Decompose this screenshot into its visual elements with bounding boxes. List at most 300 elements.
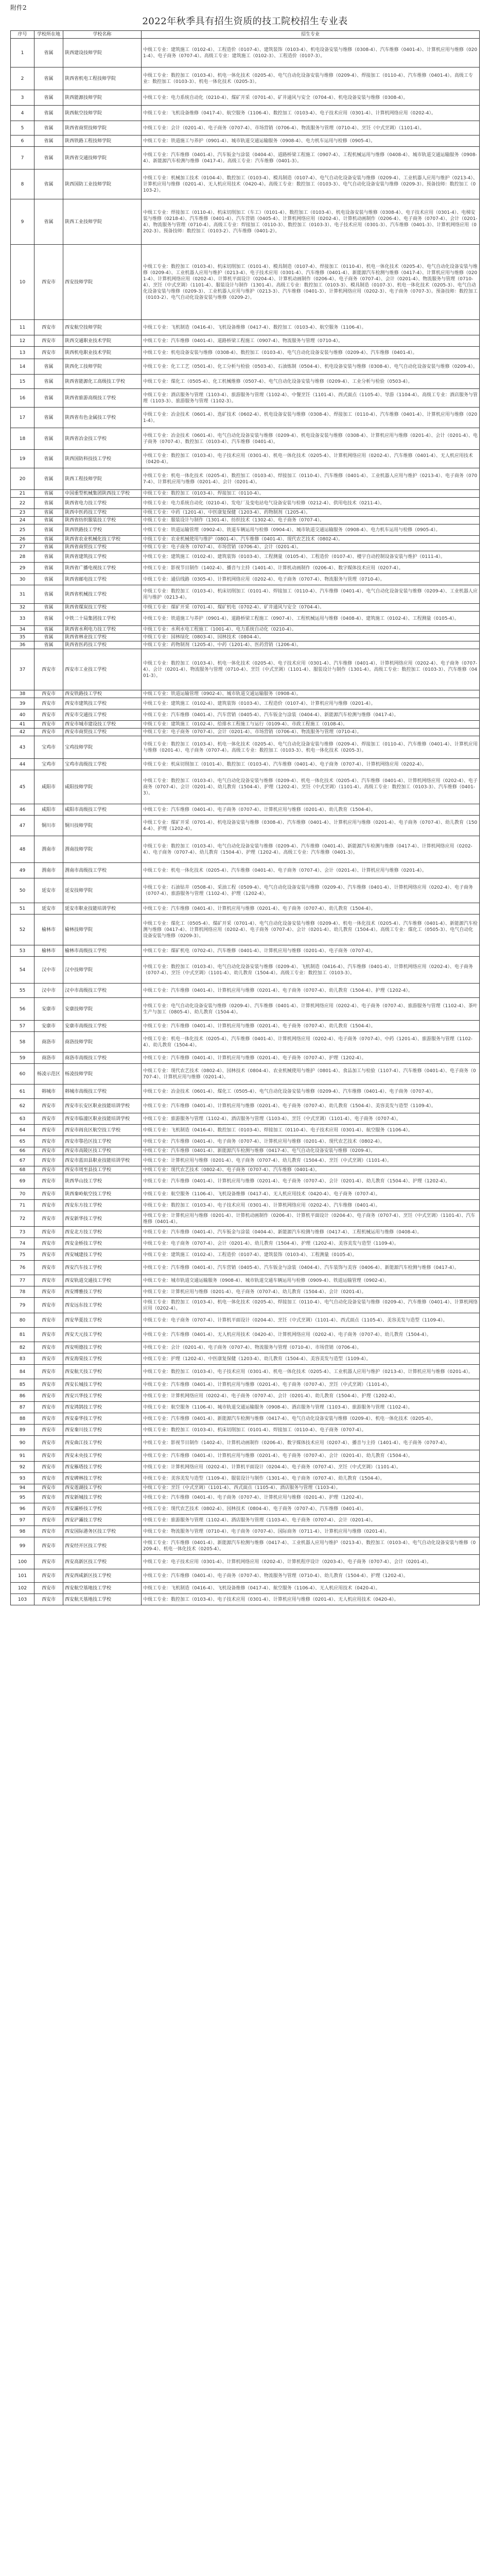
row-school-name: 中铁二十局集团技工学校 (63, 612, 142, 626)
row-location: 省属 (34, 468, 63, 490)
table-row (11, 1227, 480, 1238)
row-school-name: 陕西机电职业技术学院 (63, 347, 142, 359)
row-school-name: 西安市高陵区技工学校 (63, 1147, 142, 1155)
row-school-name: 西安金桥技工学校 (63, 1238, 142, 1249)
table-row (11, 1298, 480, 1313)
row-majors: 中级工专业：汽车维修（0401-4）、汽车钣金与涂装（0404-4）、道路桥梁工程施工（0907-4）、工程机械运用与维修（0408-4）、城市轨道交通运输服务（0908-4）、新能源汽车检测与维修（0417-4）。高级工专业：汽车维修（0401-3）。 (142, 147, 480, 170)
row-school-name: 陕西省林业技工学校 (63, 634, 142, 641)
table-row (11, 709, 480, 721)
row-number: 32 (11, 604, 34, 612)
row-number: 30 (11, 574, 34, 585)
row-majors: 中级工专业：现代农艺技术（0802-4）、电子商务（0707-4）、汽车维修（0401-4）。 (142, 1166, 480, 1174)
row-majors: 中级工专业：会计（0201-4）、电子商务（0707-4）、物流服务与管理（0710-4）、市场营销（0706-4）。 (142, 1342, 480, 1353)
row-school-name: 西安城建技工学校 (63, 1249, 142, 1261)
row-majors: 中级工专业：铁道施工与养护（0901-4）、道路桥梁工程施工（0907-4）、工程机械运用与维修（0408-4）、建筑施工（0102-4）、工程测量（0105-4）。 (142, 612, 480, 626)
row-number: 89 (11, 1425, 34, 1436)
row-number: 23 (11, 509, 34, 517)
row-majors: 中级工专业：护理（1202-4）、中医康复保健（1203-4）、幼儿教育（1504-4）、美容美发与造型（1109-4）。 (142, 1353, 480, 1365)
row-majors: 中级工专业：煤化工（0505-4）、化工机械维修（0507-4）、电气自动化设备安装与维修（0209-4）、工业分析与检验（0503-4）。 (142, 375, 480, 389)
row-location: 省属 (34, 517, 63, 524)
row-majors: 中级工专业：汽车维修（0401-4）、新能源汽车检测与维修（0417-4）、工业机器人应用与维护（0213-4）、数控加工（0103-4）、电气自动化设备安装与维修（0209-4）、机电一体化技术（0205-4）。 (142, 1537, 480, 1555)
row-location: 省属 (34, 199, 63, 245)
row-location: 西安市 (34, 1227, 63, 1238)
table-row (11, 106, 480, 121)
row-number: 97 (11, 1515, 34, 1526)
table-row (11, 347, 480, 359)
table-row (11, 1342, 480, 1353)
row-location: 延安市 (34, 878, 63, 903)
row-location: 省属 (34, 551, 63, 563)
row-number: 83 (11, 1353, 34, 1365)
row-majors: 中级工专业：汽车维修（0401-4）、新能源汽车检测与维修（0417-4）、电气自动化设备安装与维修（0209-4）。 (142, 1147, 480, 1155)
row-school-name: 西安明德技工学校 (63, 1342, 142, 1353)
table-row (11, 1084, 480, 1099)
row-majors: 中级工专业：会计（0201-4）、电子商务（0707-4）、市场营销（0706-4）、物流服务与管理（0710-4）、烹饪（中式烹调）（1101-4）。 (142, 121, 480, 135)
row-number: 28 (11, 551, 34, 563)
row-majors: 中级工专业：数控加工（0103-4）、机电一体化技术（0205-4）、电气自动化设备安装与维修（0209-4）、焊接加工（0110-4）、汽车维修（0401-4）。高级工专业：数控加工（0103-3）、机电一体化技术（0205-3）。 (142, 67, 480, 90)
row-number: 66 (11, 1147, 34, 1155)
row-school-name: 西安市交通技工学校 (63, 709, 142, 721)
row-school-name: 延安市职业技能培训学校 (63, 903, 142, 914)
row-majors: 中级工专业：汽车维修（0401-4）、道路桥梁工程施工（0907-4）、物流服务与管理（0710-4）。 (142, 335, 480, 347)
row-number: 55 (11, 984, 34, 998)
row-location: 咸阳市 (34, 770, 63, 804)
row-majors: 中级工专业：电子商务（0707-4）、市场营销（0706-4）、会计（0201-4）。 (142, 544, 480, 551)
row-school-name: 西安轨道交通技工学校 (63, 1275, 142, 1286)
row-number: 44 (11, 759, 34, 770)
row-school-name: 西安汽车技工学校 (63, 1261, 142, 1275)
row-location: 西安市 (34, 1526, 63, 1537)
row-majors: 中级工专业：飞机制造（0416-4）、数控加工（0103-4）、焊接加工（0110-4）、电子技术应用（0301-4）、航空服务（1106-4）。 (142, 1125, 480, 1136)
row-number: 64 (11, 1125, 34, 1136)
row-majors: 中级工专业：计算机网络应用（0202-4）、电子商务（0707-4）、会计（0201-4）、幼儿教育（1504-4）、护理（1202-4）。 (142, 1391, 480, 1402)
row-school-name: 陕西华山技工学校 (63, 1174, 142, 1189)
row-number: 80 (11, 1313, 34, 1328)
row-school-name: 西安市蓝田县职业技能培训学校 (63, 1155, 142, 1166)
row-location: 西安市 (34, 245, 63, 320)
table-row (11, 524, 480, 536)
row-number: 46 (11, 804, 34, 816)
table-row (11, 1462, 480, 1473)
row-location: 西安市 (34, 1436, 63, 1450)
row-number: 50 (11, 878, 34, 903)
row-majors: 中级工专业：煤化工（0505-4）、煤矿开采（0701-4）、电气自动化设备安装与维修（0209-4）、机电一体化技术（0205-4）、汽车维修（0401-4）、新能源汽车检测与维修（0417-4）、计算机网络应用（0202-4）、电子商务（0707-4）、会计（0201-4）、幼儿教育（1504-4）。高级工专业：煤化工（0505-3）、电气自动化设备安装与维修（0209-3）。 (142, 914, 480, 945)
row-location: 西安市 (34, 649, 63, 690)
row-school-name: 西安莲湖技工学校 (63, 1484, 142, 1492)
row-number: 54 (11, 957, 34, 984)
table-row (11, 1436, 480, 1450)
row-school-name: 西安航空基地技工学校 (63, 1583, 142, 1594)
row-number: 1 (11, 39, 34, 67)
table-row (11, 389, 480, 408)
row-location: 西安市 (34, 1391, 63, 1402)
row-school-name: 西安东方技工学校 (63, 1200, 142, 1211)
table-row (11, 604, 480, 612)
row-number: 65 (11, 1136, 34, 1147)
row-number: 51 (11, 903, 34, 914)
row-location: 延安市 (34, 903, 63, 914)
row-location: 渭南市 (34, 863, 63, 878)
table-row (11, 121, 480, 135)
row-school-name: 安康技师学院 (63, 998, 142, 1021)
row-location: 西安市 (34, 690, 63, 698)
row-location: 西安市 (34, 1136, 63, 1147)
row-number: 56 (11, 998, 34, 1021)
row-majors: 中级工专业：烹饪（中式烹调）（1101-4）、西式面点（1105-4）、酒店服务与管理（1103-4）。 (142, 1484, 480, 1492)
row-school-name: 西安技师学院 (63, 245, 142, 320)
row-location: 省属 (34, 359, 63, 375)
row-majors: 中级工专业：机电一体化技术（0205-4）、汽车维修（0401-4）、电子商务（0707-4）、会计（0201-4）、计算机应用与维修（0201-4）。 (142, 863, 480, 878)
table-row (11, 468, 480, 490)
row-number: 19 (11, 450, 34, 468)
row-location: 西安市 (34, 1099, 63, 1113)
table-row (11, 1555, 480, 1569)
row-number: 38 (11, 690, 34, 698)
row-number: 87 (11, 1402, 34, 1413)
row-school-name: 咸阳市高级技工学校 (63, 804, 142, 816)
row-majors: 中级工专业：机电一体化技术（0205-4）、汽车维修（0401-4）、计算机网络应用（0202-4）、电子商务（0707-4）、中药（1201-4）、旅游服务与管理（1102-4）、幼儿教育（1504-4）。 (142, 1032, 480, 1053)
row-number: 15 (11, 375, 34, 389)
row-school-name: 陕西建设技师学院 (63, 39, 142, 67)
row-location: 省属 (34, 450, 63, 468)
row-school-name: 商洛市高级技工学校 (63, 1053, 142, 1064)
table-row (11, 1021, 480, 1032)
row-number: 2 (11, 67, 34, 90)
row-school-name: 西安海棠技工学校 (63, 1353, 142, 1365)
row-location: 省属 (34, 121, 63, 135)
row-majors: 中级工专业：电子商务（0707-4）、计算机平面设计（0204-4）、烹饪（中式烹调）（1101-4）、西式面点（1105-4）、美容美发与造型（1109-4）。 (142, 1313, 480, 1328)
row-location: 省属 (34, 563, 63, 574)
table-row (11, 544, 480, 551)
row-majors: 中级工专业：石油钻井（0508-4）、采油工程（0509-4）、电气自动化设备安装与维修（0209-4）、汽车维修（0401-4）、计算机网络应用（0202-4）、电子商务（0707-4）、旅游服务与管理（1102-4）、护理（1202-4）。 (142, 878, 480, 903)
row-location: 西安市 (34, 1298, 63, 1313)
row-majors: 中级工专业：建筑施工（0102-4）、建筑装饰（0103-4）、工程测量（0105-4）、工程造价（0107-4）、楼宇自动控制设备安装与维护（0111-4）。 (142, 551, 480, 563)
row-school-name: 西安市临潼区职业技能培训学校 (63, 1113, 142, 1125)
row-majors: 中级工专业：化工工艺（0501-4）、化工分析与检验（0503-4）、石油炼制（0504-4）、机电设备安装与维修（0308-4）、电气自动化设备安装与维修（0209-4）。 (142, 359, 480, 375)
row-number: 68 (11, 1166, 34, 1174)
row-location: 咸阳市 (34, 804, 63, 816)
row-majors: 中级工专业：汽车维修（0401-4）、新能源汽车检测与维修（0417-4）、电气自动化设备安装与维修（0209-4）、机电一体化技术（0205-4）。 (142, 1413, 480, 1425)
row-number: 29 (11, 563, 34, 574)
row-majors: 中级工专业：水利水电工程施工（1001-4）、电力系统自动化（0210-4）。 (142, 626, 480, 634)
row-number: 34 (11, 626, 34, 634)
row-school-name: 陕西交通职业技术学院 (63, 335, 142, 347)
row-location: 杨凌示范区 (34, 1064, 63, 1084)
row-number: 101 (11, 1569, 34, 1583)
row-location: 省属 (34, 524, 63, 536)
row-majors: 中级工专业：汽车维修（0401-4）、计算机应用与维修（0201-4）、电子商务（0707-4）、会计（0201-4）、幼儿教育（1504-4）。 (142, 1450, 480, 1462)
row-location: 西安市 (34, 1402, 63, 1413)
row-school-name: 韩城市高级技工学校 (63, 1084, 142, 1099)
table-row (11, 1155, 480, 1166)
table-row (11, 836, 480, 863)
row-location: 西安市 (34, 721, 63, 728)
row-school-name: 西安雁塔技工学校 (63, 1462, 142, 1473)
row-school-name: 西安航天基地技工学校 (63, 1594, 142, 1605)
row-majors: 中级工专业：通信线路（0305-4）、计算机网络应用（0202-4）、电子商务（0707-4）、物流服务与管理（0710-4）。 (142, 574, 480, 585)
row-school-name: 汉中市高级技工学校 (63, 984, 142, 998)
row-majors: 中级工专业：数控加工（0103-4）、机电一体化技术（0205-4）、焊接加工（0110-4）、电气自动化设备安装与维修（0209-4）、汽车维修（0401-4）、计算机网络应用（0202-4）。 (142, 1298, 480, 1313)
row-location: 西安市 (34, 1462, 63, 1473)
row-location: 西安市 (34, 1166, 63, 1174)
row-number: 22 (11, 498, 34, 509)
row-number: 103 (11, 1594, 34, 1605)
row-majors: 中级工专业：建筑施工（0102-4）、工程造价（0107-4）、建筑装饰（0103-4）、工程测量（0105-4）。 (142, 1249, 480, 1261)
row-location: 西安市 (34, 1174, 63, 1189)
row-school-name: 中国重型机械集团陕西技工学校 (63, 490, 142, 498)
table-row (11, 770, 480, 804)
row-location: 省属 (34, 39, 63, 67)
table-row (11, 1328, 480, 1342)
table-header-row (11, 31, 480, 39)
row-majors: 中级工专业：美容美发与造型（1109-4）、服装设计与制作（1301-4）、电子商务（0707-4）、幼儿教育（1504-4）。 (142, 1473, 480, 1484)
table-row (11, 728, 480, 736)
row-location: 西安市 (34, 709, 63, 721)
row-school-name: 陕西省建筑技工学校 (63, 551, 142, 563)
attachment-label: 附件2 (10, 4, 27, 11)
table-row (11, 1413, 480, 1425)
table-row (11, 759, 480, 770)
row-majors: 中级工专业：电子技术应用（0301-4）、计算机网络应用（0202-4）、计算机程序设计（0203-4）、电子商务（0707-4）、会计（0201-4）。 (142, 1555, 480, 1569)
page-title: 2022年秋季具有招生资质的技工院校招生专业表 (142, 16, 348, 27)
row-school-name: 西安市商贸技工学校 (63, 728, 142, 736)
row-location: 西安市 (34, 1342, 63, 1353)
row-majors: 中级工专业：现代农艺技术（0802-4）、园林技术（0804-4）、电子商务（0707-4）、汽车维修（0401-4）。 (142, 1503, 480, 1515)
row-majors: 中级工专业：汽车维修（0401-4）、计算机应用与维修（0201-4）、电子商务（0707-4）、幼儿教育（1504-4）、护理（1202-4）。 (142, 984, 480, 998)
row-school-name: 安康市高级技工学校 (63, 1021, 142, 1032)
table-row (11, 698, 480, 709)
row-location: 渭南市 (34, 836, 63, 863)
row-number: 84 (11, 1365, 34, 1379)
row-location: 省属 (34, 604, 63, 612)
row-school-name: 陕西航空技师学院 (63, 106, 142, 121)
table-row (11, 1313, 480, 1328)
table-row (11, 1583, 480, 1594)
table-row (11, 1053, 480, 1064)
header-no: 序号 (11, 31, 34, 39)
table-row (11, 450, 480, 468)
row-majors: 中级工专业：电力系统自动化（0210-4）、发电厂及变电站电气设备安装与检修（0212-4）、供用电技术（0211-4）。 (142, 498, 480, 509)
row-majors: 中级工专业：汽车维修（0401-4）、计算机应用与维修（0201-4）、电子商务（0707-4）、幼儿教育（1504-4）。 (142, 903, 480, 914)
table-row (11, 574, 480, 585)
table-row (11, 1379, 480, 1391)
row-location: 铜川市 (34, 816, 63, 836)
row-school-name: 陕西省旅游高级技工学校 (63, 389, 142, 408)
row-location: 榆林市 (34, 945, 63, 957)
row-number: 12 (11, 335, 34, 347)
row-school-name: 西安新城技工学校 (63, 1492, 142, 1503)
row-number: 52 (11, 914, 34, 945)
row-location: 省属 (34, 641, 63, 649)
row-location: 省属 (34, 490, 63, 498)
table-row (11, 551, 480, 563)
row-location: 安康市 (34, 998, 63, 1021)
row-school-name: 西安博雅技工学校 (63, 1286, 142, 1298)
row-location: 西安市 (34, 1200, 63, 1211)
row-location: 西安市 (34, 1189, 63, 1200)
table-row (11, 1125, 480, 1136)
row-number: 77 (11, 1275, 34, 1286)
row-number: 86 (11, 1391, 34, 1402)
row-number: 42 (11, 728, 34, 736)
row-majors: 中级工专业：航空服务（1106-4）、飞机设备维修（0417-4）、无人机应用技术（0420-4）、电子商务（0707-4）。 (142, 1189, 480, 1200)
row-number: 81 (11, 1328, 34, 1342)
row-majors: 中级工专业：铁道施工与养护（0901-4）、城市轨道交通运输服务（0908-4）、电力机车运用与检修（0905-4）。 (142, 135, 480, 147)
row-number: 5 (11, 121, 34, 135)
row-school-name: 西安碑林技工学校 (63, 1473, 142, 1484)
row-majors: 中级工专业：电力系统自动化（0210-4）、煤矿开采（0701-4）、矿井通风与安全（0704-4）、机电设备安装与维修（0308-4）。 (142, 90, 480, 106)
row-location: 西安市 (34, 1353, 63, 1365)
row-school-name: 延安技师学院 (63, 878, 142, 903)
row-number: 79 (11, 1298, 34, 1313)
row-school-name: 西安华夏技工学校 (63, 1313, 142, 1328)
row-majors: 中级工专业：煤矿开采（0701-4）、煤矿机电（0702-4）、矿井通风与安全（0704-4）。 (142, 604, 480, 612)
row-school-name: 陕西能源技师学院 (63, 90, 142, 106)
row-majors: 中级工专业：计算机应用与维修（0201-4）、电子商务（0707-4）、幼儿教育（1504-4）、烹饪（中式烹调）（1101-4）。 (142, 1155, 480, 1166)
table-row (11, 536, 480, 544)
row-majors: 中级工专业：服装设计与制作（1301-4）、纺织技术（1302-4）、电子商务（0707-4）。 (142, 517, 480, 524)
table-row (11, 957, 480, 984)
row-location: 西安市 (34, 1537, 63, 1555)
row-school-name: 榆林市高级技工学校 (63, 945, 142, 957)
row-location: 省属 (34, 135, 63, 147)
row-number: 39 (11, 698, 34, 709)
table-row (11, 245, 480, 320)
row-number: 71 (11, 1200, 34, 1211)
table-row (11, 1174, 480, 1189)
table-row (11, 1099, 480, 1113)
row-school-name: 汉中技师学院 (63, 957, 142, 984)
row-location: 西安市 (34, 1555, 63, 1569)
table-row (11, 1113, 480, 1125)
row-school-name: 渭南市高级技工学校 (63, 863, 142, 878)
row-location: 省属 (34, 498, 63, 509)
row-school-name: 西安新华技工学校 (63, 1211, 142, 1227)
table-row (11, 690, 480, 698)
table-row (11, 585, 480, 604)
row-majors: 中级工专业：机电设备安装与维修（0308-4）、数控加工（0103-4）、电气自动化设备安装与维修（0209-4）、汽车维修（0401-4）。 (142, 347, 480, 359)
row-majors: 中级工专业：电气自动化设备安装与维修（0209-4）、汽车维修（0401-4）、计算机网络应用（0202-4）、电子商务（0707-4）、旅游服务与管理（1102-4）、茶叶生产与加工（0805-4）、幼儿教育（1504-4）。 (142, 998, 480, 1021)
row-majors: 中级工专业：汽车维修（0401-4）、电子商务（0707-4）、物流服务与管理（0710-4）、幼儿教育（1504-4）、护理（1202-4）。 (142, 1569, 480, 1583)
row-school-name: 陕西省商贸技师学院 (63, 121, 142, 135)
row-majors: 中级工专业：数控加工（0103-4）、机床切削加工（0101-4）、模具制造（0107-4）、焊接加工（0110-4）、机电一体化技术（0205-4）、电气自动化设备安装与维修（0209-4）、工业机器人应用与维护（0213-4）、电子技术应用（0301-4）、汽车维修（0401-4）、新能源汽车检测与维修（0417-4）、计算机应用与维修（0201-4）、计算机网络应用（0202-4）、计算机平面设计（0204-4）、计算机动画制作（0206-4）、电子商务（0707-4）、会计（0201-4）、物流服务与管理（0710-4）、烹饪（中式烹调）（1101-4）、服装设计与制作（1301-4）。高级工专业：数控加工（0103-3）、模具制造（0107-3）、机电一体化技术（0205-3）、电气自动化设备安装与维修（0209-3）、工业机器人应用与维护（0213-3）、汽车维修（0401-3）、计算机网络应用（0202-3）、电子商务（0707-3）。预备技师：数控加工（0103-2）、电气自动化设备安装与维修（0209-2）。 (142, 245, 480, 320)
row-number: 99 (11, 1537, 34, 1555)
row-number: 85 (11, 1379, 34, 1391)
row-majors: 中级工专业：汽车维修（0401-4）、汽车营销（0405-4）、汽车钣金与涂装（0404-4）、汽车装饰与美容（0406-4）、新能源汽车检测与维修（0417-4）。 (142, 1261, 480, 1275)
row-number: 40 (11, 709, 34, 721)
row-majors: 中级工专业：航空服务（1106-4）、城市轨道交通运输服务（0908-4）、酒店服务与管理（1103-4）、旅游服务与管理（1102-4）。 (142, 1402, 480, 1413)
row-number: 61 (11, 1084, 34, 1099)
table-row (11, 1261, 480, 1275)
table-row (11, 903, 480, 914)
row-location: 省属 (34, 428, 63, 450)
table-row (11, 641, 480, 649)
row-majors: 中级工专业：煤矿机电（0702-4）、汽车维修（0401-4）、计算机应用与维修（0201-4）、电子商务（0707-4）。 (142, 945, 480, 957)
row-location: 西安市 (34, 1328, 63, 1342)
table-row (11, 1211, 480, 1227)
row-school-name: 西安市工业技工学校 (63, 649, 142, 690)
table-row (11, 335, 480, 347)
table-row (11, 1569, 480, 1583)
header-place: 学校所在地 (34, 31, 63, 39)
row-location: 省属 (34, 170, 63, 199)
row-number: 95 (11, 1492, 34, 1503)
table-row (11, 1200, 480, 1211)
row-majors: 中级工专业：汽车维修（0401-4）、汽车营销（0405-4）、汽车钣金与涂装（0404-4）、新能源汽车检测与维修（0417-4）。 (142, 709, 480, 721)
table-row (11, 39, 480, 67)
row-majors: 中级工专业：汽车维修（0401-4）、电子商务（0707-4）、计算机应用与维修（0201-4）、幼儿教育（1504-4）。 (142, 804, 480, 816)
row-number: 98 (11, 1526, 34, 1537)
table-row (11, 878, 480, 903)
row-number: 94 (11, 1484, 34, 1492)
row-number: 27 (11, 544, 34, 551)
table-row (11, 1166, 480, 1174)
row-majors: 中级工专业：园林绿化（0803-4）、园林技术（0804-4）。 (142, 634, 480, 641)
row-majors: 中级工专业：汽车维修（0401-4）、计算机应用与维修（0201-4）、电子商务（0707-4）、幼儿教育（1504-4）、美容美发与造型（1109-4）。 (142, 1099, 480, 1113)
row-school-name: 陕西省邮电技工学校 (63, 574, 142, 585)
row-number: 59 (11, 1053, 34, 1064)
row-majors: 中级工专业：现代农艺技术（0802-4）、园林技术（0804-4）、农业机械使用与维护（0801-4）、食品加工与检验（1107-4）、汽车维修（0401-4）、电子商务（0707-4）、计算机应用与维修（0201-4）。 (142, 1064, 480, 1084)
row-majors: 中级工专业：机床切削加工（0101-4）、数控加工（0103-4）、汽车维修（0401-4）、电子商务（0707-4）、计算机网络应用（0202-4）。 (142, 759, 480, 770)
table-row (11, 509, 480, 517)
row-majors: 中级工专业：汽车维修（0401-4）、计算机应用与维修（0201-4）、电子商务（0707-4）、烹饪（中式烹调）（1101-4）。 (142, 1379, 480, 1391)
row-majors: 中级工专业：旅游服务与管理（1102-4）、酒店服务与管理（1103-4）、烹饪（中式烹调）（1101-4）、电子商务（0707-4）。 (142, 1113, 480, 1125)
row-majors: 中级工专业：数控加工（0103-4）、机床切削加工（0101-4）、焊接加工（0110-4）、电子商务（0707-4）。 (142, 1425, 480, 1436)
row-number: 6 (11, 135, 34, 147)
row-number: 31 (11, 585, 34, 604)
row-school-name: 西安经开区技工学校 (63, 1537, 142, 1555)
table-row (11, 1391, 480, 1402)
row-number: 26 (11, 536, 34, 544)
row-location: 西安市 (34, 1503, 63, 1515)
enrollment-table (10, 30, 480, 1605)
row-school-name: 西安市周至县技工学校 (63, 1166, 142, 1174)
row-school-name: 西安浐灞技工学校 (63, 1515, 142, 1526)
row-location: 省属 (34, 147, 63, 170)
table-row (11, 1503, 480, 1515)
row-number: 57 (11, 1021, 34, 1032)
row-number: 70 (11, 1189, 34, 1200)
row-school-name: 陕西省交通技师学院 (63, 147, 142, 170)
row-majors: 中级工专业：机械加工技术（0104-4）、数控加工（0103-4）、模具制造（0107-4）、电气自动化设备安装与维修（0209-4）、工业机器人应用与维护（0213-4）、计算机应用与维修（0201-4）、无人机应用技术（0420-4）。高级工专业：数控加工（0103-3）、电气自动化设备安装与维修（0209-3）。预备技师：数控加工（0103-2）。 (142, 170, 480, 199)
row-location: 省属 (34, 585, 63, 604)
row-number: 62 (11, 1099, 34, 1113)
row-majors: 中级工专业：机电一体化技术（0205-4）、数控加工（0103-4）、焊接加工（0110-4）、汽车维修（0401-4）、工业机器人应用与维护（0213-4）、电子商务（0707-4）、计算机应用与维修（0201-4）、会计（0201-4）。 (142, 468, 480, 490)
row-number: 63 (11, 1113, 34, 1125)
row-school-name: 西安市鄠邑区技工学校 (63, 1136, 142, 1147)
row-location: 省属 (34, 90, 63, 106)
row-location: 西安市 (34, 1379, 63, 1391)
table-row (11, 626, 480, 634)
row-location: 西安市 (34, 1249, 63, 1261)
row-majors: 中级工专业：数控加工（0103-4）、电气自动化设备安装与维修（0209-4）、飞机制造（0416-4）、汽车维修（0401-4）、计算机网络应用（0202-4）、电子商务（0707-4）、烹饪（中式烹调）（1101-4）、幼儿教育（1504-4）。高级工专业：数控加工（0103-3）。 (142, 957, 480, 984)
row-location: 西安市 (34, 1450, 63, 1462)
row-location: 榆林市 (34, 914, 63, 945)
table-row (11, 1365, 480, 1379)
row-number: 100 (11, 1555, 34, 1569)
row-school-name: 西安高新区技工学校 (63, 1555, 142, 1569)
row-location: 宝鸡市 (34, 759, 63, 770)
row-location: 西安市 (34, 1113, 63, 1125)
row-school-name: 陕西工程技师学院 (63, 468, 142, 490)
table-row (11, 1136, 480, 1147)
row-location: 省属 (34, 509, 63, 517)
row-number: 41 (11, 721, 34, 728)
table-row (11, 199, 480, 245)
table-row (11, 1249, 480, 1261)
row-school-name: 西安市长安区职业技能培训学校 (63, 1099, 142, 1113)
row-number: 16 (11, 389, 34, 408)
